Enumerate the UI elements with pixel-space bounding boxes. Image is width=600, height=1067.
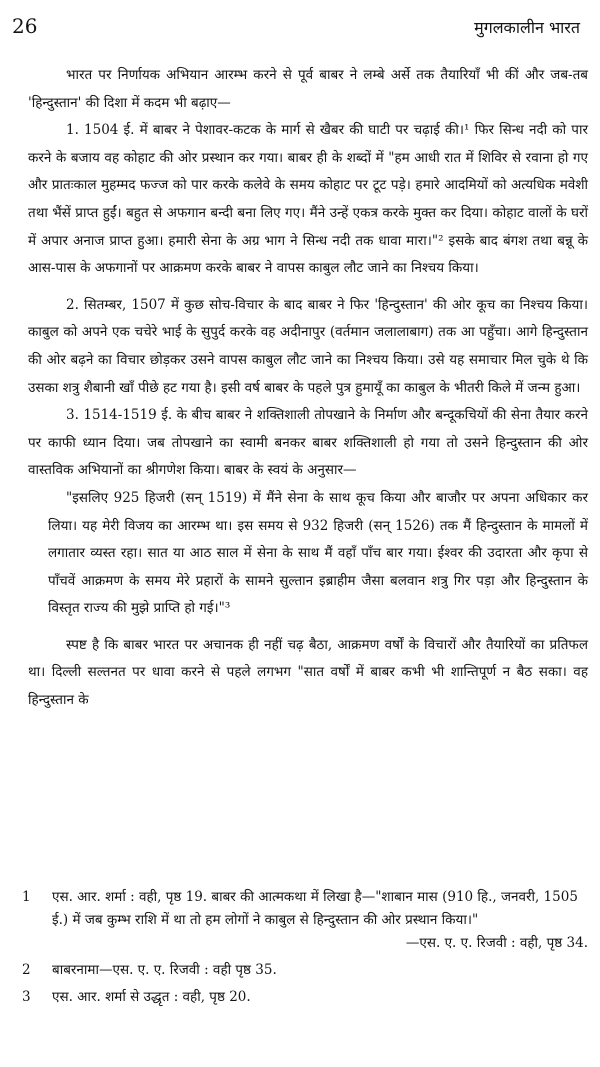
body-text (28, 62, 588, 715)
footnote-number: 1 (22, 889, 31, 905)
footnote-2 (22, 959, 588, 982)
paragraph-intro: भारत पर निर्णायक अभियान आरम्भ करने से पूर्व बाबर ने लम्बे अर्से तक तैयारियाँ भी कीं और जब-तब 'हिन्दुस्तान' की दिशा में कदम भी बढ़ाए— (28, 67, 588, 111)
footnote-1 (22, 886, 588, 955)
running-title: मुगलकालीन भारत (474, 18, 580, 37)
page-number: 26 (12, 14, 38, 38)
paragraph-point-1: 1. 1504 ई. में बाबर ने पेशावर-कटक के मार्ग से खैबर की घाटी पर चढ़ाई की।¹ फिर सिन्ध नदी को पार करने के बजाय वह कोहाट की ओर प्रस्थान कर गया। बाबर ही के शब्दों में "हम आधी रात में शिविर से रवाना हो गए और प्रातःकाल मुहम्मद फज्ज को पार करके कलेवे के समय कोहाट पर टूट पड़े। हमारे आदमियों को अत्यधिक मवेशी तथा भैंसें प्राप्त हुईं। बहुत से अफगान बन्दी बना लिए गए। मैंने उन्हें एकत्र करके मुक्त कर दिया। कोहाट वालों के घरों में अपार अनाज प्राप्त हुआ। हमारी सेना के अग्र भाग ने सिन्ध नदी तक धावा मारा।"² इसके बाद बंगश तथा बन्नू के आस-पास के अफगानों पर आक्रमण करके बाबर ने वापस काबुल लौट जाने का निश्चय किया। (28, 122, 588, 277)
footnote-number: 3 (22, 989, 31, 1005)
block-quote: "इसलिए 925 हिजरी (सन् 1519) में मैंने सेना के साथ कूच किया और बाजौर पर अपना अधिकार कर लिया। यह मेरी विजय का आरम्भ था। इस समय से 932 हिजरी (सन् 1526) तक मैं हिन्दुस्तान के मामलों में लगातार व्यस्त रहा। सात या आठ साल में सेना के साथ मैं वहाँ पाँच बार गया। ईश्वर की उदारता और कृपा से पाँचवें आक्रमण के समय मेरे प्रहारों के सामने सुल्तान इब्राहीम जैसा बलवान शत्रु गिर पड़ा और हिन्दुस्तान के विस्तृत राज्य की मुझे प्राप्ति हो गई।"³ (48, 489, 588, 617)
paragraph-conclusion: स्पष्ट है कि बाबर भारत पर अचानक ही नहीं चढ़ बैठा, आक्रमण वर्षों के विचारों और तैयारियों का प्रतिफल था। दिल्ली सल्तनत पर धावा करने से पहले लगभग "सात वर्षों में बाबर कभी भी शान्तिपूर्ण न बैठ सका। वह हिन्दुस्तान के (28, 636, 588, 709)
paragraph-point-3: 3. 1514-1519 ई. के बीच बाबर ने शक्तिशाली तोपखाने के निर्माण और बन्दूकचियों की सेना तैयार करने पर काफी ध्यान दिया। जब तोपखाने का स्वामी बनकर बाबर शक्तिशाली हो गया तो उसने हिन्दुस्तान की ओर वास्तविक अभियानों का श्रीगणेश किया। बाबर के स्वयं के अनुसार— (28, 407, 588, 479)
footnote-text: एस. आर. शर्मा से उद्धृत : वही, पृष्ठ 20. (52, 989, 251, 1005)
footnote-3 (22, 986, 588, 1009)
footnote-text: बाबरनामा—एस. ए. ए. रिजवी : वही पृष्ठ 35. (52, 962, 277, 978)
page-header (12, 14, 580, 44)
paragraph-point-2: 2. सितम्बर, 1507 में कुछ सोच-विचार के बाद बाबर ने फिर 'हिन्दुस्तान' की ओर कूच का निश्चय किया। काबुल को अपने एक चचेरे भाई के सुपुर्द करके वह अदीनापुर (वर्तमान जलालाबाग) तक आ पहुँचा। आगे हिन्दुस्तान की ओर बढ़ने का विचार छोड़कर उसने वापस काबुल लौट जाने का निश्चय किया। उसे यह समाचार मिल चुके थे कि उसका शत्रु शैबानी खाँ पीछे हट गया है। इसी वर्ष बाबर के पहले पुत्र हुमायूँ का काबुल के भीतरी किले में जन्म हुआ। (28, 296, 588, 396)
footnotes (22, 886, 588, 1013)
footnote-number: 2 (22, 962, 31, 978)
footnote-text: एस. आर. शर्मा : वही, पृष्ठ 19. बाबर की आत्मकथा में लिखा है—"शाबान मास (910 हि., जनवरी, 1505 ई.) में जब कुम्भ राशि में था तो हम लोगों ने काबुल से हिन्दुस्तान की ओर प्रस्थान किया।" (52, 889, 578, 928)
footnote-source: —एस. ए. ए. रिजवी : वही, पृष्ठ 34. (405, 935, 588, 951)
